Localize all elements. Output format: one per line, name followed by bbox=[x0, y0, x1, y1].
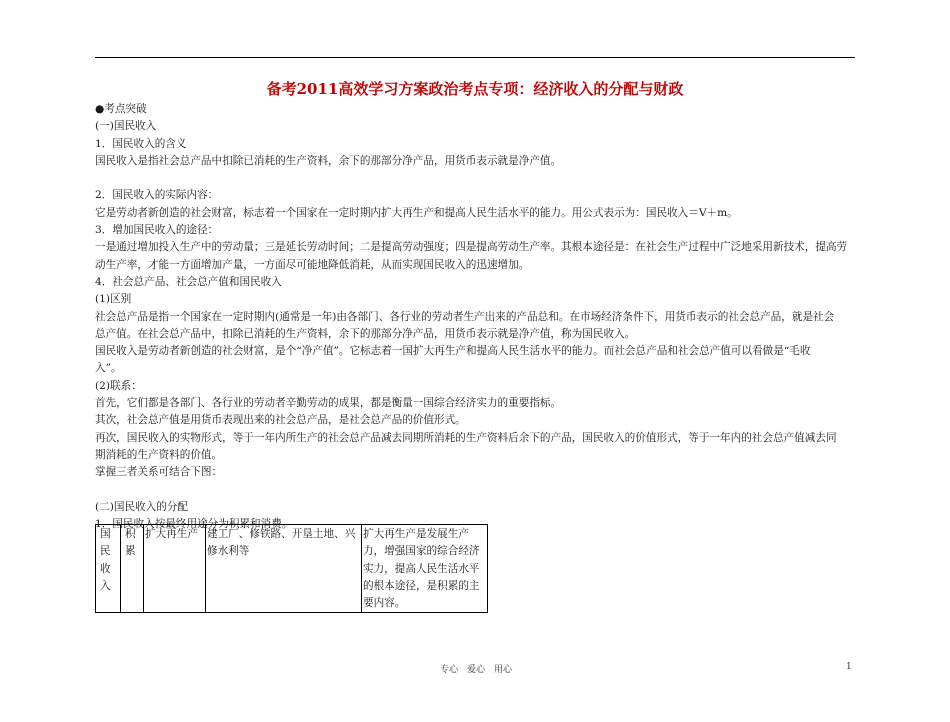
document-body bbox=[95, 101, 857, 533]
body-line: 期消耗的生产资料的价值。 bbox=[95, 448, 223, 461]
body-line: 入”。 bbox=[95, 362, 122, 375]
blank-line bbox=[95, 170, 857, 187]
body-line: 其次，社会总产值是用货币表现出来的社会总产品，是社会总产品的价值形式。 bbox=[95, 414, 466, 427]
table-cell-accumulation bbox=[121, 525, 144, 613]
body-line: (1)区别 bbox=[95, 293, 132, 306]
table-cell-national-income bbox=[96, 525, 121, 613]
table-cell-examples bbox=[206, 525, 362, 613]
body-line: 掌握三者关系可结合下图： bbox=[95, 466, 223, 479]
page-number: 1 bbox=[846, 662, 852, 672]
body-line: 它是劳动者新创造的社会财富，标志着一个国家在一定时期内扩大再生产和提高人民生活水平的能力。用公式表示为：国民收入＝V＋m。 bbox=[95, 206, 738, 219]
body-line: 3．增加国民收入的途径： bbox=[95, 224, 219, 237]
blank-line bbox=[95, 482, 857, 499]
body-line: 2．国民收入的实际内容： bbox=[95, 189, 219, 202]
table-cell-explanation bbox=[362, 525, 488, 613]
page-footer: 专心 爱心 用心 bbox=[440, 665, 513, 675]
table-cell-expanded-reproduction: 扩大再生产 bbox=[144, 525, 206, 613]
body-line: (2)联系： bbox=[95, 379, 142, 392]
body-line: 动生产率，才能一方面增加产量，一方面尽可能地降低消耗，从而实现国民收入的迅速增加。 bbox=[95, 258, 530, 271]
body-line: 总产值。在社会总产品中，扣除已消耗的生产资料，余下的那部分净产品，用货币表示就是净产值，称为国民收入。 bbox=[95, 327, 636, 340]
body-line: 国民收入是指社会总产品中扣除已消耗的生产资料，余下的那部分净产品，用货币表示就是净产值。 bbox=[95, 154, 562, 167]
header-rule bbox=[95, 57, 855, 58]
body-line: 1．国民收入按最终用途分为积累和消费。 bbox=[95, 518, 293, 531]
body-line: 一是通过增加投入生产中的劳动量；三是延长劳动时间；二是提高劳动强度；四是提高劳动生产率。其根本途径是：在社会生产过程中广泛地采用新技术，提高劳 bbox=[95, 241, 848, 254]
body-line: 再次，国民收入的实物形式，等于一年内所生产的社会总产品减去同期所消耗的生产资料后余下的产品，国民收入的价值形式，等于一年内的社会总产值减去同 bbox=[95, 431, 837, 444]
table-cell-text: 积累 bbox=[125, 528, 136, 558]
body-line: (二)国民收入的分配 bbox=[95, 500, 189, 513]
income-distribution-table bbox=[95, 524, 488, 613]
body-line: 社会总产品是指一个国家在一定时期内(通常是一年)由各部门、各行业的劳动者生产出来的产品总和。在市场经济条件下，用货币表示的社会总产品，就是社会 bbox=[95, 310, 835, 323]
table-row bbox=[96, 525, 488, 613]
table-cell-text: 扩大再生产是发展生产力，增强国家的综合经济实力，提高人民生活水平的根本途径，是积累的主要内容。 bbox=[363, 528, 480, 610]
body-line: 首先，它们都是各部门、各行业的劳动者辛勤劳动的成果，都是衡量一国综合经济实力的重要指标。 bbox=[95, 397, 562, 410]
body-line: ●考点突破 bbox=[95, 103, 147, 115]
document-title: 备考2011高效学习方案政治考点专项：经济收入的分配与财政 bbox=[266, 80, 684, 98]
table-cell-text: 建工厂、修铁路、开垦土地、兴修水利等 bbox=[207, 528, 356, 558]
body-line: 1．国民收入的含义 bbox=[95, 137, 187, 150]
body-line: 4．社会总产品、社会总产值和国民收入 bbox=[95, 275, 282, 288]
body-line: (一)国民收入 bbox=[95, 120, 157, 133]
body-line: 国民收入是劳动者新创造的社会财富，是个“净产值”。它标志着一国扩大再生产和提高人民生活水平的能力。而社会总产品和社会总产值可以看做是“毛收 bbox=[95, 345, 811, 358]
table-cell-text: 国民收入 bbox=[100, 528, 111, 592]
